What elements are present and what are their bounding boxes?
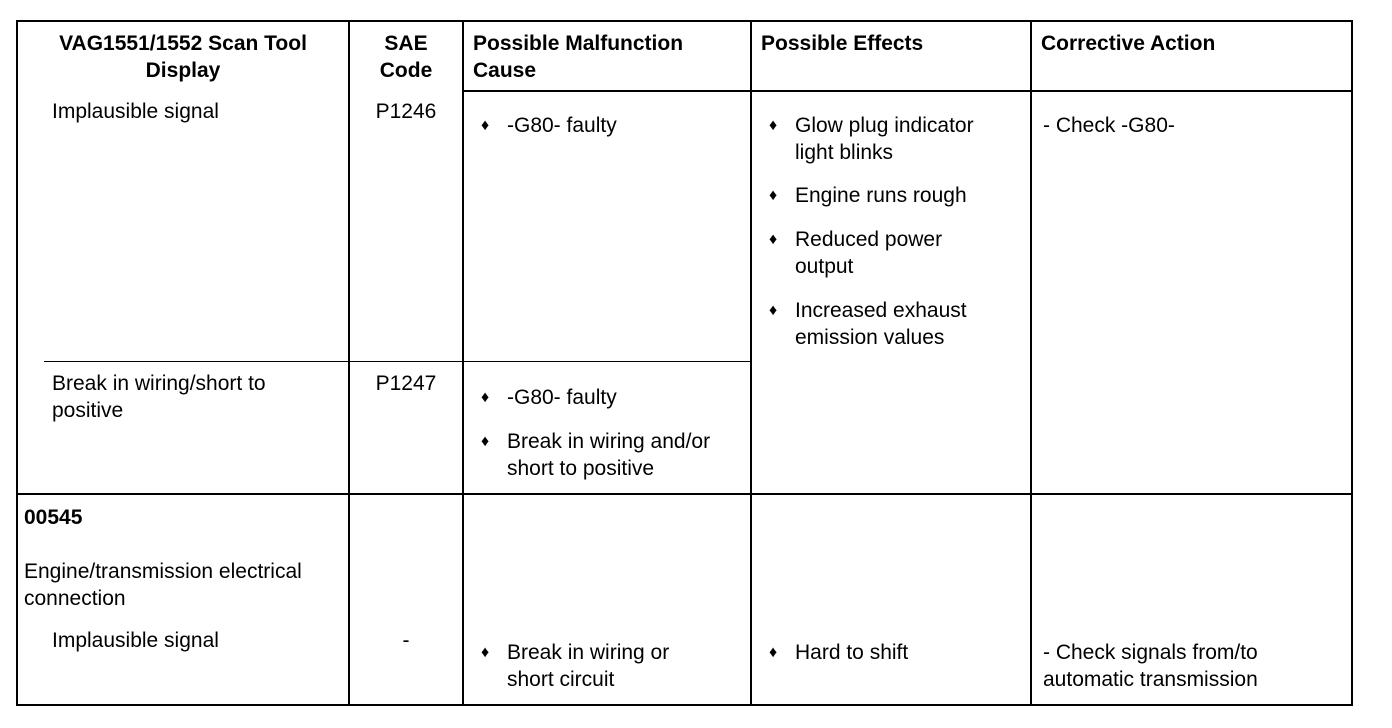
col-divider-4 bbox=[1030, 20, 1032, 706]
row-divider-sub bbox=[44, 361, 752, 362]
header-divider-cause bbox=[462, 90, 752, 92]
bullet-icon: ♦ bbox=[481, 389, 490, 406]
header-scan-tool-display: VAG1551/1552 Scan Tool Display bbox=[59, 32, 307, 82]
bullet-icon: ♦ bbox=[769, 187, 778, 204]
header-divider bbox=[750, 90, 1353, 92]
header-sae-code: SAE Code bbox=[379, 32, 433, 82]
header-malfunction-cause: Possible Malfunction Cause bbox=[473, 32, 684, 82]
col-divider-2 bbox=[462, 20, 464, 706]
bullet-icon: ♦ bbox=[481, 433, 490, 450]
header-possible-effects: Possible Effects bbox=[761, 32, 924, 55]
bullet-icon: ♦ bbox=[481, 117, 490, 134]
bullet-icon: ♦ bbox=[769, 117, 778, 134]
row3-corrective-action: - Check signals from/to automatic transmission bbox=[1043, 641, 1258, 691]
row3-component: Engine/transmission electrical connection bbox=[24, 560, 302, 610]
col-divider-3 bbox=[750, 20, 752, 706]
row1-corrective-action: - Check -G80- bbox=[1043, 114, 1175, 137]
row2-display: Break in wiring/short to positive bbox=[52, 372, 266, 422]
row1-sae-code: P1246 bbox=[375, 100, 437, 123]
row-divider-main bbox=[16, 493, 1353, 495]
bullet-icon: ♦ bbox=[769, 231, 778, 248]
row3-display: Implausible signal bbox=[52, 629, 219, 652]
bullet-icon: ♦ bbox=[769, 644, 778, 661]
row2-sae-code: P1247 bbox=[375, 372, 437, 395]
row3-fault-code: 00545 bbox=[24, 506, 83, 529]
bullet-icon: ♦ bbox=[481, 644, 490, 661]
bullet-icon: ♦ bbox=[769, 302, 778, 319]
header-corrective-action: Corrective Action bbox=[1041, 32, 1216, 55]
row1-display: Implausible signal bbox=[52, 100, 219, 123]
row3-sae-code: - bbox=[402, 629, 410, 652]
